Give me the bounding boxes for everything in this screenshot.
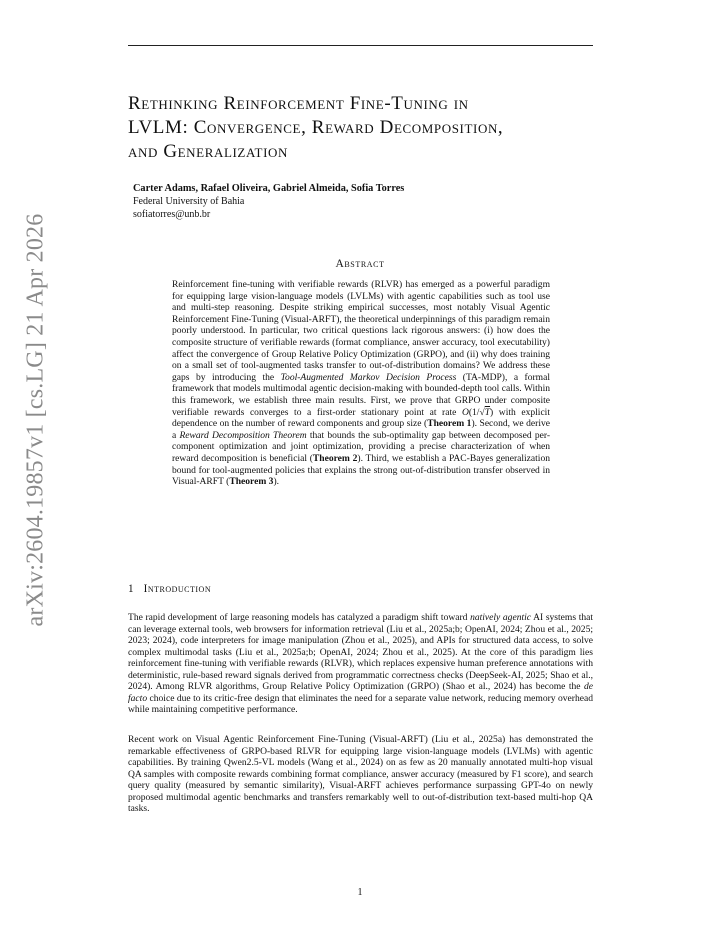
abstract-text: ). Second, we derive a (172, 418, 551, 441)
abstract-text: Reinforcement fine-tuning with verifiable rewards (RLVR) has emerged as a powerful paradigm for equipping large vision-language models (LVLMs) with agentic capabilities such as tool use and multi-step reasoning. Despite striking empirical successes, most notably Visual Agentic Reinforcement Fine-Tuning (Visual-ARFT), the theoretical underpinnings of this paradigm remain poorly understood. In particular, two critical questions lack rigorous answers: (i) how does the composite structure of verifiable rewards (format compliance, answer accuracy, tool executability) affect the convergence of Group Relative Policy Optimization (GRPO), and (ii) why does training on a small set of tool-augmented tasks transfer to out-of-distribution domains? We address these gaps by introducing the (172, 279, 550, 383)
abstract-text: ). (273, 476, 280, 488)
arxiv-identifier: arXiv:2604.19857v1 [cs.LG] 21 Apr 2026 (22, 213, 49, 627)
title-line-3: and Generalization (128, 141, 288, 162)
section-title: Introduction (143, 583, 212, 595)
paper-title (128, 92, 598, 164)
section-heading (128, 583, 211, 595)
theorem-2-ref: Theorem 2 (312, 452, 358, 464)
title-line-2: LVLM: Convergence, Reward Decomposition, (128, 117, 504, 138)
paragraph-text: AI systems that can leverage external tools, web browsers for information retrieval (Liu et al., 2025a;b; OpenAI, 2024; Zhou et al., 2025; 2023; 2024), code interpreters for image manipulation (Zhou et al., 2025), and APIs for structured data access, to solve complex multimodal tasks (Liu et al., 2025a;b; OpenAI, 2024; Zhou et al., 2025). At the core of this paradigm lies reinforcement fine-tuning with verifiable rewards (RLVR), which replaces expensive human preference annotations with deterministic, rule-based reward signals derived from programmatic correctness checks (DeepSeek-AI, 2025; Shao et al., 2024). Among RLVR algorithms, Group Relative Policy Optimization (GRPO) (Shao et al., 2024) has become the (128, 612, 594, 693)
theorem-1-ref: Theorem 1 (427, 418, 472, 430)
abstract-body (172, 279, 550, 488)
abstract-text: ). Third, we establish a PAC-Bayes generalization bound for tool-augmented policies that explains the strong out-of-distribution transfer observed in Visual-ARFT ( (172, 452, 550, 488)
abstract-tamdp: Tool-Augmented Markov Decision Process (280, 371, 457, 383)
intro-paragraph-1 (128, 612, 593, 716)
math-t: T (484, 406, 491, 418)
top-rule (128, 45, 593, 46)
page-number: 1 (357, 887, 363, 898)
math-close: ) (490, 406, 494, 418)
theorem-3-ref: Theorem 3 (229, 476, 274, 488)
abstract-text: that bounds the sub-optimality gap between decomposed per-component optimization and joint optimization, providing a precise characterization of when reward decomposition is beneficial ( (172, 429, 550, 464)
author-email[interactable]: sofiatorres@unb.br (133, 209, 211, 220)
affiliation: Federal University of Bahia (133, 196, 245, 207)
abstract-rdt: Reward Decomposition Theorem (179, 429, 307, 441)
abstract-text: with explicit dependence on the number of reward components and group size ( (172, 406, 550, 430)
author-list: Carter Adams, Rafael Oliveira, Gabriel Almeida, Sofia Torres (133, 183, 405, 194)
title-line-1: Rethinking Reinforcement Fine-Tuning in (128, 93, 469, 114)
paragraph-text: choice due to its critic-free design that eliminates the need for a separate value network, reducing memory overhead while maintaining competitive performance. (128, 692, 593, 716)
paragraph-emph: natively agentic (470, 612, 532, 623)
abstract-heading: Abstract (335, 258, 385, 270)
section-number: 1 (128, 583, 134, 595)
math-frac: (1/√ (468, 406, 485, 418)
paragraph-text: The rapid development of large reasoning models has catalyzed a paradigm shift toward (128, 612, 471, 623)
abstract-text: (TA-MDP), a formal framework that models multimodal agentic decision-making with bounded-depth tool calls. Within this framework, we establish three main results. First, we prove that GRPO under composite verifiable rewards converges to a first-order stationary point at rate (172, 371, 550, 418)
intro-paragraph-2: Recent work on Visual Agentic Reinforcement Fine-Tuning (Visual-ARFT) (Liu et al., 2025a) has demonstrated the remarkable effectiveness of GRPO-based RLVR for equipping large vision-language models (LVLMs) with agentic capabilities. By training Qwen2.5-VL models (Wang et al., 2024) on as few as 20 manually annotated multi-hop visual QA samples with composite rewards combining format compliance, answer accuracy (measured by F1 score), and search query quality (measured by semantic similarity), Visual-ARFT achieves performance surpassing GPT-4o on newly proposed multimodal agentic benchmarks and transfers remarkably well to out-of-distribution text-based multi-hop QA tasks. (128, 734, 593, 815)
math-big-o: O (461, 406, 469, 418)
paragraph-emph: de facto (128, 681, 593, 704)
